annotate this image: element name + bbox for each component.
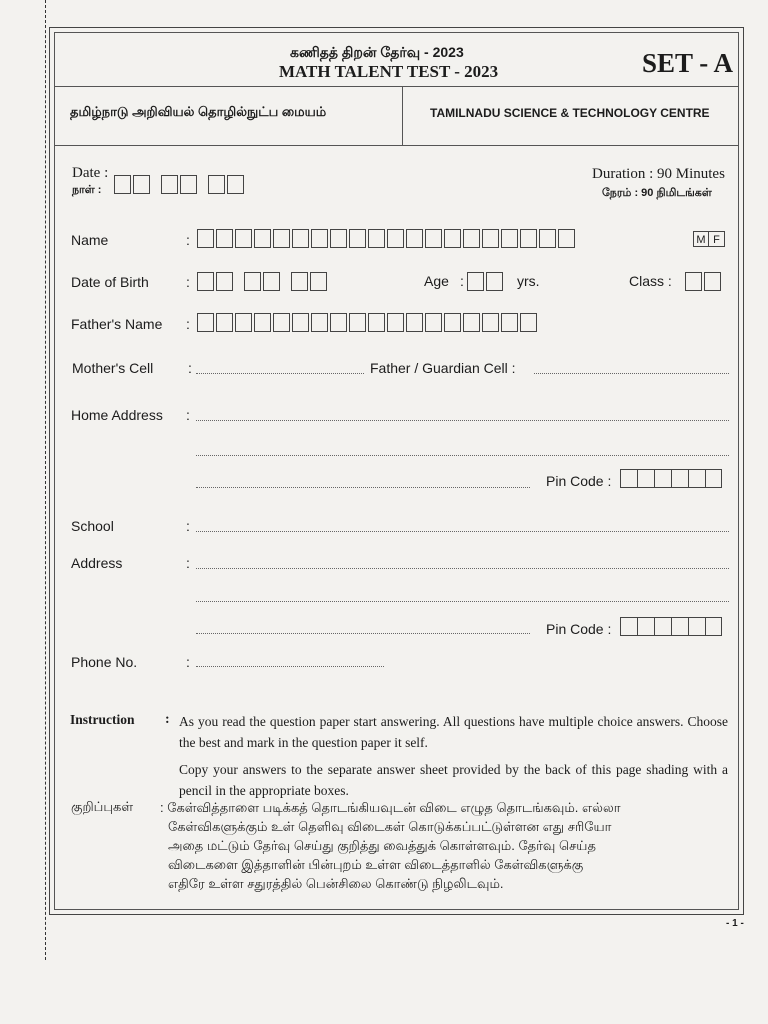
name-letter-box-14[interactable] bbox=[444, 229, 461, 248]
school-pin-box-6[interactable] bbox=[705, 617, 722, 636]
date-day-box-2[interactable] bbox=[133, 175, 150, 194]
father-name-letter-box-4[interactable] bbox=[254, 313, 271, 332]
mother-cell-field[interactable] bbox=[196, 373, 364, 374]
date-label-tamil: நாள் : bbox=[72, 184, 102, 196]
date-year-box-1[interactable] bbox=[208, 175, 225, 194]
gender-f-box[interactable]: F bbox=[709, 231, 725, 247]
father-name-letter-box-10[interactable] bbox=[368, 313, 385, 332]
name-letter-box-8[interactable] bbox=[330, 229, 347, 248]
instruction-paragraph-1: As you read the question paper start answering. All questions have multiple choice answers. Choose the best and mark in the question paper it self. bbox=[179, 714, 728, 750]
instruction-label-tamil: குறிப்புகள் bbox=[71, 799, 134, 814]
name-letter-box-12[interactable] bbox=[406, 229, 423, 248]
father-name-letter-box-15[interactable] bbox=[463, 313, 480, 332]
father-name-letter-box-2[interactable] bbox=[216, 313, 233, 332]
class-box-2[interactable] bbox=[704, 272, 721, 291]
dob-day-box-2[interactable] bbox=[216, 272, 233, 291]
home-pin-box-6[interactable] bbox=[705, 469, 722, 488]
father-name-letter-box-1[interactable] bbox=[197, 313, 214, 332]
phone-label: Phone No. bbox=[71, 654, 138, 670]
age-unit: yrs. bbox=[517, 273, 540, 289]
school-address-label: Address bbox=[71, 555, 123, 571]
name-letter-box-6[interactable] bbox=[292, 229, 309, 248]
age-label: Age bbox=[424, 273, 449, 289]
phone-colon: : bbox=[186, 654, 190, 670]
school-address-line-1[interactable] bbox=[196, 568, 729, 569]
header-title-tamil: கணிதத் திறன் தேர்வு - 2023 bbox=[290, 44, 464, 60]
dob-day-box-1[interactable] bbox=[197, 272, 214, 291]
school-pin-box-1[interactable] bbox=[620, 617, 637, 636]
org-divider bbox=[402, 86, 403, 145]
school-colon: : bbox=[186, 518, 190, 534]
school-address-line-2[interactable] bbox=[196, 601, 729, 602]
father-name-letter-box-18[interactable] bbox=[520, 313, 537, 332]
name-letter-box-20[interactable] bbox=[558, 229, 575, 248]
school-pin-boxes[interactable] bbox=[620, 617, 722, 636]
date-label: Date : bbox=[72, 165, 109, 181]
instruction-tamil-block bbox=[160, 798, 730, 893]
father-name-letter-box-9[interactable] bbox=[349, 313, 366, 332]
home-address-colon: : bbox=[186, 407, 190, 423]
gender-m-box[interactable]: M bbox=[693, 231, 709, 247]
instruction-paragraph-2: Copy your answers to the separate answer sheet provided by the back of this page shading with a pencil in the appropriate boxes. bbox=[179, 762, 728, 798]
home-address-line-1[interactable] bbox=[196, 420, 729, 421]
father-name-letter-box-16[interactable] bbox=[482, 313, 499, 332]
duration-label-tamil: நேரம் : 90 நிமிடங்கள் bbox=[602, 187, 712, 199]
name-letter-box-11[interactable] bbox=[387, 229, 404, 248]
dob-month-box-1[interactable] bbox=[244, 272, 261, 291]
name-letter-box-3[interactable] bbox=[235, 229, 252, 248]
name-boxes[interactable] bbox=[197, 229, 577, 248]
school-pin-label: Pin Code : bbox=[546, 621, 612, 637]
father-name-letter-box-11[interactable] bbox=[387, 313, 404, 332]
phone-field[interactable] bbox=[196, 666, 384, 667]
class-label: Class : bbox=[629, 273, 672, 289]
dob-year-box-1[interactable] bbox=[291, 272, 308, 291]
school-pin-box-3[interactable] bbox=[654, 617, 671, 636]
home-pin-box-5[interactable] bbox=[688, 469, 705, 488]
instruction-tamil-line-5: எதிரே உள்ள சதுரத்தில் பென்சிலை கொண்டு நிழலிடவும். bbox=[168, 876, 504, 891]
date-boxes[interactable] bbox=[114, 175, 246, 194]
school-label: School bbox=[71, 518, 114, 534]
father-name-letter-box-12[interactable] bbox=[406, 313, 423, 332]
age-box-1[interactable] bbox=[467, 272, 484, 291]
school-address-line-3[interactable] bbox=[196, 633, 530, 634]
cut-line bbox=[45, 0, 46, 960]
father-name-letter-box-17[interactable] bbox=[501, 313, 518, 332]
age-boxes[interactable] bbox=[467, 272, 505, 291]
home-pin-box-2[interactable] bbox=[637, 469, 654, 488]
name-letter-box-19[interactable] bbox=[539, 229, 556, 248]
home-pin-box-4[interactable] bbox=[671, 469, 688, 488]
set-label: SET - A bbox=[642, 48, 734, 78]
name-label: Name bbox=[71, 232, 109, 248]
age-box-2[interactable] bbox=[486, 272, 503, 291]
instruction-colon: : bbox=[165, 712, 170, 727]
instruction-label: Instruction bbox=[70, 712, 135, 727]
date-month-box-2[interactable] bbox=[180, 175, 197, 194]
mother-cell-colon: : bbox=[188, 360, 192, 376]
home-address-label: Home Address bbox=[71, 407, 163, 423]
father-name-colon: : bbox=[186, 316, 190, 332]
header-divider bbox=[54, 86, 738, 87]
name-letter-box-5[interactable] bbox=[273, 229, 290, 248]
father-name-letter-box-6[interactable] bbox=[292, 313, 309, 332]
father-name-letter-box-13[interactable] bbox=[425, 313, 442, 332]
name-letter-box-2[interactable] bbox=[216, 229, 233, 248]
class-box-1[interactable] bbox=[685, 272, 702, 291]
name-colon: : bbox=[186, 232, 190, 248]
name-letter-box-1[interactable] bbox=[197, 229, 214, 248]
school-pin-box-5[interactable] bbox=[688, 617, 705, 636]
home-pin-label: Pin Code : bbox=[546, 473, 612, 489]
name-letter-box-4[interactable] bbox=[254, 229, 271, 248]
father-name-boxes[interactable] bbox=[197, 313, 539, 332]
org-name-tamil: தமிழ்நாடு அறிவியல் தொழில்நுட்ப மையம் bbox=[70, 104, 327, 119]
home-address-line-3[interactable] bbox=[196, 487, 530, 488]
school-address-colon: : bbox=[186, 555, 190, 571]
instruction-tamil-line-3: அதை மட்டும் தேர்வு செய்து குறித்து வைத்துக் கொள்ளவும். தேர்வு செய்த bbox=[168, 838, 596, 853]
gender-boxes[interactable] bbox=[693, 231, 725, 247]
name-letter-box-7[interactable] bbox=[311, 229, 328, 248]
guardian-cell-label: Father / Guardian Cell : bbox=[370, 360, 516, 376]
name-letter-box-9[interactable] bbox=[349, 229, 366, 248]
age-colon: : bbox=[460, 273, 464, 289]
father-name-label: Father's Name bbox=[71, 316, 163, 332]
dob-colon: : bbox=[186, 274, 190, 290]
dob-boxes[interactable] bbox=[197, 272, 329, 291]
home-pin-box-1[interactable] bbox=[620, 469, 637, 488]
header-title-english: MATH TALENT TEST - 2023 bbox=[279, 62, 499, 81]
father-name-letter-box-7[interactable] bbox=[311, 313, 328, 332]
class-boxes[interactable] bbox=[685, 272, 723, 291]
org-bottom-divider bbox=[54, 145, 738, 146]
name-letter-box-18[interactable] bbox=[520, 229, 537, 248]
mother-cell-label: Mother's Cell bbox=[72, 360, 154, 376]
father-name-letter-box-8[interactable] bbox=[330, 313, 347, 332]
page-number: - 1 - bbox=[726, 918, 744, 929]
instruction-tamil-line-2: கேள்விகளுக்கும் உள் தெளிவு விடைகள் கொடுக்கப்பட்டுள்ளன எது சரியோ bbox=[168, 819, 612, 834]
dob-year-box-2[interactable] bbox=[310, 272, 327, 291]
name-letter-box-17[interactable] bbox=[501, 229, 518, 248]
dob-label: Date of Birth bbox=[71, 274, 149, 290]
name-letter-box-16[interactable] bbox=[482, 229, 499, 248]
father-name-letter-box-5[interactable] bbox=[273, 313, 290, 332]
father-name-letter-box-14[interactable] bbox=[444, 313, 461, 332]
dob-month-box-2[interactable] bbox=[263, 272, 280, 291]
instruction-tamil-line-1: : கேள்வித்தாளை படிக்கத் தொடங்கியவுடன் விடை எழுத தொடங்கவும். எல்லா bbox=[160, 800, 621, 815]
home-address-line-2[interactable] bbox=[196, 455, 729, 456]
date-year-box-2[interactable] bbox=[227, 175, 244, 194]
name-letter-box-10[interactable] bbox=[368, 229, 385, 248]
home-pin-box-3[interactable] bbox=[654, 469, 671, 488]
date-month-box-1[interactable] bbox=[161, 175, 178, 194]
home-pin-boxes[interactable] bbox=[620, 469, 722, 488]
date-day-box-1[interactable] bbox=[114, 175, 131, 194]
org-name-english: TAMILNADU SCIENCE & TECHNOLOGY CENTRE bbox=[430, 106, 710, 120]
name-letter-box-13[interactable] bbox=[425, 229, 442, 248]
name-letter-box-15[interactable] bbox=[463, 229, 480, 248]
guardian-cell-field[interactable] bbox=[534, 373, 729, 374]
school-field[interactable] bbox=[196, 531, 729, 532]
duration-label: Duration : 90 Minutes bbox=[592, 166, 725, 182]
school-pin-box-2[interactable] bbox=[637, 617, 654, 636]
school-pin-box-4[interactable] bbox=[671, 617, 688, 636]
instruction-tamil-line-4: விடைகளை இத்தாளின் பின்புறம் உள்ள விடைத்தாளில் கேள்விகளுக்கு bbox=[168, 857, 584, 872]
father-name-letter-box-3[interactable] bbox=[235, 313, 252, 332]
